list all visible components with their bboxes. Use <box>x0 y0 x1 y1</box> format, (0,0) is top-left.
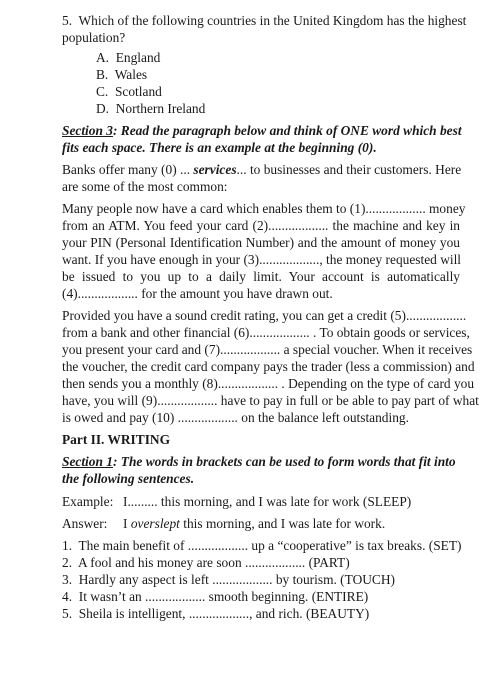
paragraph-3-line: from a bank and other financial (6).................. . To obtain goods or services, <box>62 325 470 340</box>
section-3-heading-line-1 <box>62 122 462 139</box>
paragraph-2-line: be issued to you up to a daily limit. Your account is automatically <box>62 269 460 284</box>
paragraph-1-line-1-b: ... to businesses and their customers. Here <box>236 162 462 177</box>
paragraph-3-line: then sends you a monthly (8).................. . Depending on the type of card you <box>62 376 475 391</box>
paragraph-1-line-1 <box>62 161 461 178</box>
example-answer-services: services <box>193 162 237 177</box>
answer-word: overslept <box>130 516 180 531</box>
example-text: I......... this morning, and I was late for work (SLEEP) <box>123 494 412 509</box>
section-1-heading-line-1 <box>62 453 456 470</box>
section-1-heading-rest: : The words in brackets can be used to form words that fit into <box>112 454 456 469</box>
writing-item-1: 1. The main benefit of .................. up a “cooperative” is tax breaks. (SET) <box>62 538 462 553</box>
part-2-title: Part II. WRITING <box>62 432 171 447</box>
answer-label: Answer: <box>62 516 108 531</box>
writing-item-4: 4. It wasn’t an .................. smooth beginning. (ENTIRE) <box>62 589 369 604</box>
section-1-label: Section 1 <box>62 454 113 469</box>
paragraph-3-line: you present your card and (7).................. a special voucher. When it receives <box>62 342 473 357</box>
section-3-label: Section 3 <box>62 123 113 138</box>
example-label: Example: <box>62 494 114 509</box>
section-3-heading-rest: : Read the paragraph below and think of ONE word which best <box>112 123 462 138</box>
option-c: C. Scotland <box>96 84 162 99</box>
writing-item-5: 5. Sheila is intelligent, .................., and rich. (BEAUTY) <box>62 606 370 621</box>
paragraph-2-line: (4).................. for the amount you have drawn out. <box>62 286 333 301</box>
question-5-line-1: 5. Which of the following countries in the United Kingdom has the highest <box>62 13 467 28</box>
paragraph-3-line: is owed and pay (10) .................. on the balance left outstanding. <box>62 410 409 425</box>
writing-item-3: 3. Hardly any aspect is left .................. by tourism. (TOUCH) <box>62 572 395 587</box>
paragraph-1-line-2: are some of the most common: <box>62 179 228 194</box>
paragraph-2-line: from an ATM. You feed your card (2).................. the machine and key in <box>62 218 460 233</box>
paragraph-2-line: want. If you have enough in your (3).................., the money requested will <box>62 252 462 267</box>
question-5-line-2: population? <box>62 30 126 45</box>
paragraph-3-line: have, you will (9).................. have to pay in full or be able to pay part of what <box>62 393 479 408</box>
answer-text <box>123 515 385 532</box>
option-d: D. Northern Ireland <box>96 101 206 116</box>
paragraph-2-line: your PIN (Personal Identification Number) and the amount of money you <box>62 235 460 250</box>
answer-text-a: I <box>123 516 131 531</box>
section-3-heading-line-2: fits each space. There is an example at the beginning (0). <box>62 140 377 155</box>
paragraph-3-line: the voucher, the credit card company pays the trader (less a commission) and <box>62 359 475 374</box>
section-1-heading-line-2: the following sentences. <box>62 471 195 486</box>
writing-item-2: 2. A fool and his money are soon .................. (PART) <box>62 555 350 570</box>
paragraph-3-line: Provided you have a sound credit rating, you can get a credit (5).................. <box>62 308 467 323</box>
option-a: A. England <box>96 50 161 65</box>
paragraph-2-line: Many people now have a card which enables them to (1).................. money <box>62 201 466 216</box>
option-b: B. Wales <box>96 67 148 82</box>
paragraph-1-line-1-a: Banks offer many (0) ... <box>62 162 194 177</box>
answer-text-b: this morning, and I was late for work. <box>179 516 386 531</box>
